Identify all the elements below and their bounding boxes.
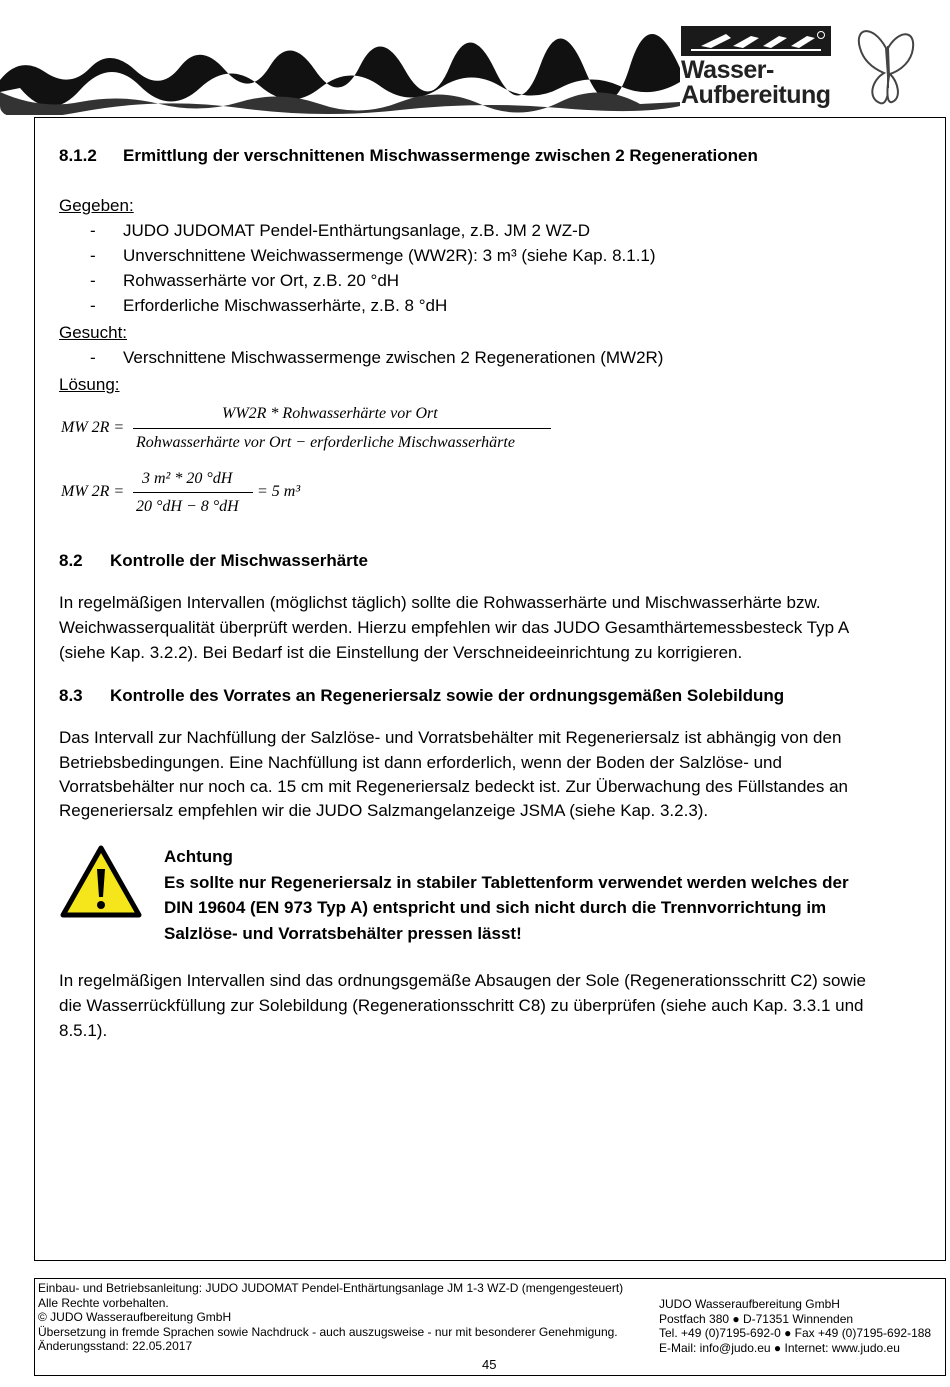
warning-line-3: Salzlöse- und Vorratsbehälter pressen lässt! <box>164 924 522 943</box>
warning-triangle-icon <box>60 845 142 919</box>
formula2-fraction-bar <box>133 492 253 493</box>
solution-label: Lösung: <box>59 375 120 394</box>
footer-left-line: Änderungsstand: 22.05.2017 <box>38 1339 193 1353</box>
section-812-title: Ermittlung der verschnittenen Mischwassermenge zwischen 2 Regenerationen <box>123 146 758 165</box>
section-82-line-3: (siehe Kap. 3.2.2). Bei Bedarf ist die Einstellung der Verschneideeinrichtung zu korrigieren. <box>59 643 743 662</box>
formula2-numerator: 3 m² * 20 °dH <box>142 470 233 487</box>
footer-right-line: Tel. +49 (0)7195-692-0 ● Fax +49 (0)7195-692-188 <box>659 1326 932 1340</box>
footer-left-line: Alle Rechte vorbehalten. <box>38 1295 169 1310</box>
section-83-line-2: Betriebsbedingungen. Eine Nachfüllung ist dann erforderlich, wenn der Boden der Salzlöse- und <box>59 753 782 772</box>
section-82-line-1: In regelmäßigen Intervallen (möglichst täglich) sollte die Rohwasserhärte und Mischwasserhärte bzw. <box>59 593 821 612</box>
formula1-lhs: MW 2R = <box>61 419 125 436</box>
judo-logo <box>681 26 831 56</box>
sought-label: Gesucht: <box>59 323 128 342</box>
section-82-number: 8.2 <box>59 551 83 570</box>
section-83-line-4: Regeneriersalz empfehlen wir die JUDO Salzmangelanzeige JSMA (siehe Kap. 3.2.3). <box>59 801 709 820</box>
closing-line-2: die Wasserrückfüllung zur Solebildung (Regenerationsschritt C8) zu überprüfen (siehe auch Kap. 3.3.1 und <box>59 996 864 1015</box>
formula1-fraction-bar <box>133 428 551 429</box>
section-83-line-1: Das Intervall zur Nachfüllung der Salzlöse- und Vorratsbehälter mit Regeneriersalz ist abhängig von den <box>59 728 842 747</box>
section-812-number: 8.1.2 <box>59 146 97 165</box>
formula1-denominator: Rohwasserhärte vor Ort − erforderliche Mischwasserhärte <box>136 434 515 451</box>
section-83-title: Kontrolle des Vorrates an Regeneriersalz sowie der ordnungsgemäßen Solebildung <box>110 686 785 705</box>
footer-right-block <box>659 1297 931 1355</box>
given-bullet-4: - <box>90 296 96 315</box>
section-83-number: 8.3 <box>59 686 83 705</box>
closing-line-1: In regelmäßigen Intervallen sind das ordnungsgemäße Absaugen der Sole (Regenerationsschritt C2) sowie <box>59 971 867 990</box>
logo-wordmark <box>681 58 831 108</box>
footer-right-line: JUDO Wasseraufbereitung GmbH <box>659 1297 840 1311</box>
logo-line-1: Wasser- <box>681 56 774 84</box>
logo-line-2: Aufbereitung <box>681 81 831 109</box>
footer-left-line: © JUDO Wasseraufbereitung GmbH <box>38 1310 232 1324</box>
warning-line-1: Es sollte nur Regeneriersalz in stabiler Tablettenform verwendet werden welches der <box>164 873 849 892</box>
warning-line-2: DIN 19604 (EN 973 Typ A) entspricht und sich nicht durch die Trennvorrichtung im <box>164 898 827 917</box>
footer-left-line: Übersetzung in fremde Sprachen sowie Nachdruck - auch auszugsweise - nur mit besonderer Genehmigung. <box>38 1324 618 1339</box>
given-bullet-2: - <box>90 246 96 265</box>
butterfly-logo <box>852 18 922 110</box>
formula2-denominator: 20 °dH − 8 °dH <box>136 498 239 515</box>
closing-line-3: 8.5.1). <box>59 1021 108 1040</box>
warning-title: Achtung <box>164 847 233 866</box>
section-82-title: Kontrolle der Mischwasserhärte <box>110 551 368 570</box>
formula2-result: = 5 m³ <box>257 483 301 500</box>
footer-right-line: E-Mail: info@judo.eu ● Internet: www.judo.eu <box>659 1340 900 1355</box>
given-bullet-1: - <box>90 221 96 240</box>
given-item-4: Erforderliche Mischwasserhärte, z.B. 8 °dH <box>123 296 448 315</box>
section-82-line-2: Weichwasserqualität überprüft werden. Hierzu empfehlen wir das JUDO Gesamthärtemessbesteck Typ A <box>59 618 850 637</box>
sought-item-1: Verschnittene Mischwassermenge zwischen 2 Regenerationen (MW2R) <box>123 348 664 367</box>
footer-left-block <box>38 1281 623 1354</box>
given-item-2: Unverschnittene Weichwassermenge (WW2R): 3 m³ (siehe Kap. 8.1.1) <box>123 246 656 265</box>
footer-right-line: Postfach 380 ● D-71351 Winnenden <box>659 1311 854 1326</box>
page-number: 45 <box>482 1357 497 1372</box>
sought-bullet-1: - <box>90 348 96 367</box>
section-83-line-3: Vorratsbehälter nur noch ca. 15 cm mit Regeneriersalz bedeckt ist. Zur Überwachung des Füllstandes an <box>59 777 849 796</box>
given-label: Gegeben: <box>59 196 134 215</box>
given-item-3: Rohwasserhärte vor Ort, z.B. 20 °dH <box>123 271 400 290</box>
formula1-numerator: WW2R * Rohwasserhärte vor Ort <box>222 405 438 422</box>
formula2-lhs: MW 2R = <box>61 483 125 500</box>
given-item-1: JUDO JUDOMAT Pendel-Enthärtungsanlage, z.B. JM 2 WZ-D <box>123 221 591 240</box>
given-bullet-3: - <box>90 271 96 290</box>
footer-left-line: Einbau- und Betriebsanleitung: JUDO JUDOMAT Pendel-Enthärtungsanlage JM 1-3 WZ-D (mengengesteuert) <box>38 1281 624 1295</box>
